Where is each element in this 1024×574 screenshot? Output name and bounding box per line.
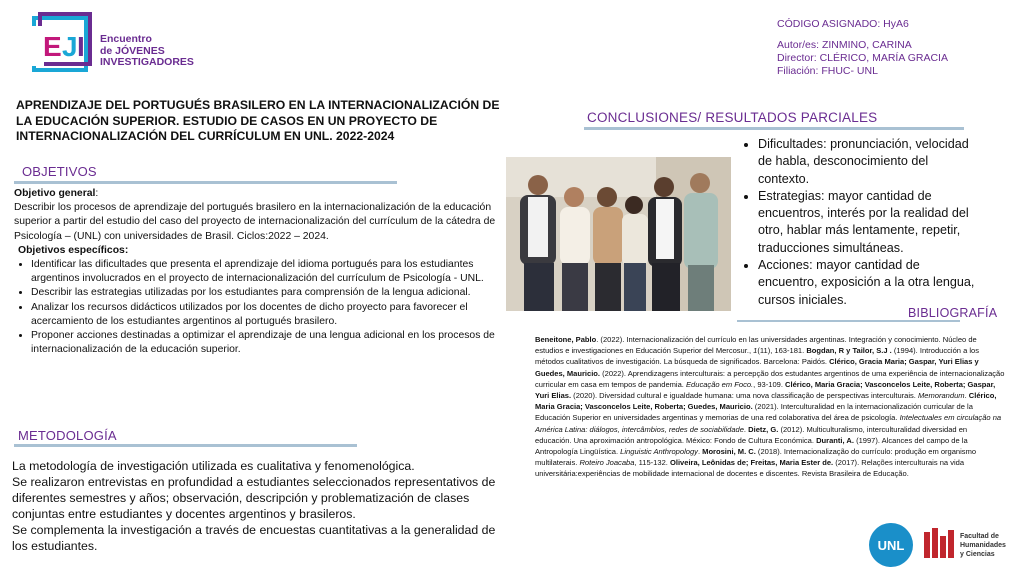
- reference: Clérico, Gracia Maria; Gaspar, Yuri Elias y Guedes, Mauricio. (2022). Aprendizagens interculturais: a percepção dos estudantes argentinos de uma experiência de internacionalização curricular em casa em tempos de pandemia. Educação em Foco., 93-109.: [535, 357, 1005, 389]
- objetivo-general-label: Objetivo general: [14, 188, 96, 199]
- objetivos-heading: OBJETIVOS: [22, 164, 97, 179]
- list-item: • Analizar los recursos didácticos utilizados por los docentes de dicho proyecto para favorecer el acercamiento de los estudiantes argentinos al portugués brasilero.: [31, 301, 500, 329]
- bibliografia-section: [535, 334, 1005, 480]
- svg-text:I: I: [77, 31, 85, 62]
- objetivos-especificos-label: Objetivos específicos:: [18, 244, 129, 256]
- list-item: • Acciones: mayor cantidad de encuentro, exposición a la otra lengua, cursos iniciales.: [758, 257, 975, 309]
- reference: Dietz, G. (2012). Multiculturalismo, interculturalidad diversidad en educación. Una aproximación antropológica. México: Fondo de Cultura Económica.: [535, 424, 968, 445]
- metodologia-paragraph: Se realizaron entrevistas en profundidad a estudiantes seleccionados representativos de diferentes semestres y años; observación, descripción y problematización de clases conjuntas entre estudiantes y docentes argentinos y brasileros.: [12, 475, 496, 521]
- svg-text:y Ciencias: y Ciencias: [960, 551, 995, 558]
- reference: Bogdan, R y Tailor, S.J . (1994). Introducción a los métodos cualitativos de investigación. La búsqueda de significados. Barcelona: Paidós.: [535, 346, 980, 367]
- objetivo-general: [14, 187, 500, 201]
- reference: Oliveira, Leônidas de; Freitas, Maria Ester de. (2017). Relações interculturais na vida universitária:experiências de mobilidade internacional de docentes e discentes. Revista Brasileira de Educação.: [535, 458, 965, 479]
- codigo-asignado: CÓDIGO ASIGNADO: HyA6: [777, 18, 909, 30]
- reference: Clérico, Maria Gracia; Vasconcelos Leite, Roberta; Gaspar, Yuri Elias. (2020). Diversidad cultural e igualdade humana: uma nova classificação de perspectivas interculturais. Memorandum.: [535, 379, 996, 401]
- metodologia-paragraph: La metodología de investigación utilizada es cualitativa y fenomenológica.: [12, 459, 415, 473]
- poster-meta: [777, 18, 948, 78]
- group-photo: [506, 157, 731, 311]
- list-item: • Identificar las dificultades que presenta el aprendizaje del idioma portugués para los estudiantes argentinos involucrados en el proyecto de internacionalización del currículum de Psicología - UNL.: [31, 258, 500, 286]
- metodologia-paragraph: Se complementa la investigación a través de encuestas cuantitativas a la generalidad de los estudiantes.: [12, 523, 496, 553]
- objetivos-especificos-list: [14, 258, 500, 357]
- logo-line-2: de JÓVENES: [100, 44, 165, 57]
- unl-logo: [868, 522, 914, 568]
- filiacion: Filiación: FHUC- UNL: [777, 65, 878, 77]
- fhuc-logo-icon: [922, 526, 1014, 562]
- svg-text:E: E: [43, 31, 62, 62]
- autor: Autor/es: ZINMINO, CARINA: [777, 39, 912, 51]
- list-item: • Estrategias: mayor cantidad de encuentros, interés por la realidad del otro, hablar más lentamente, repetir, traducciones simultáneas.: [758, 188, 975, 257]
- logo-wordmark: [100, 34, 194, 69]
- metodologia-divider: [14, 444, 357, 447]
- logo-line-3: INVESTIGADORES: [100, 56, 194, 68]
- objetivo-general-text: Describir los procesos de aprendizaje del portugués brasilero en la internacionalización de la educación superior a partir del estudio del caso del proyecto de internacionalización del currículum de la cátedra de Psicología – (UNL) con universidades de Brasil. Ciclos:2022 – 2024.: [14, 202, 496, 242]
- reference: Morosini, M. C. (2018). Internacionalização do currículo: produção em organismo multilaterais. Roteiro Joacaba, 115-132.: [535, 447, 977, 468]
- group-photo-image: [506, 157, 731, 311]
- list-item: • Dificultades: pronunciación, velocidad de habla, desconocimiento del contexto.: [758, 136, 975, 188]
- logo-line-1: Encuentro: [100, 33, 152, 45]
- bibliografia-heading: BIBLIOGRAFÍA: [908, 306, 998, 320]
- director: Director: CLÉRICO, MARÍA GRACIA: [777, 52, 948, 64]
- conclusiones-bottom-divider: [737, 320, 960, 322]
- svg-text:UNL: UNL: [877, 538, 905, 553]
- objetivo-general-colon: :: [95, 188, 99, 199]
- list-item: • Describir las estrategias utilizadas por los estudiantes para comprensión de la lengua adicional.: [31, 286, 500, 300]
- conclusiones-divider: [584, 127, 964, 130]
- reference: Beneitone, Pablo. (2022). Internacionalización del currículo en las universidades argentinas. Integración y conocimiento. Núcleo de estudios e investigaciones en Educación Superior del Mercosur., 1(11), 163-181.: [535, 335, 977, 356]
- unl-logo-icon: [868, 522, 914, 568]
- list-item: • Proponer acciones destinadas a optimizar el aprendizaje de una lengua adicional en los procesos de internacionalización de la educación superior.: [31, 329, 500, 357]
- metodologia-section: [12, 458, 512, 554]
- conclusiones-heading: CONCLUSIONES/ RESULTADOS PARCIALES: [587, 110, 878, 125]
- svg-text:J: J: [62, 31, 78, 62]
- objetivos-section: [14, 187, 500, 357]
- reference: Clérico, Maria Gracia; Vasconcelos Leite, Roberta; Guedes, Mauricio. (2021). Interculturalidad en la internacionalización curricular de la Educación Superior en universidades argentinas y memorias de una red colaborativa del área de psicología. Intelectuales em circulação na América Latina: diálogos, intercâmbios, redes de sociabilidade.: [535, 391, 1002, 434]
- poster-title: APRENDIZAJE DEL PORTUGUÉS BRASILERO EN LA INTERNACIONALIZACIÓN DE LA EDUCACIÓN SUPERIOR. ESTUDIO DE CASOS EN UN PROYECTO DE INTERNACIONALIZACIÓN DEL CURRÍCULUM EN UNL. 2022-2024: [16, 98, 500, 143]
- fhuc-logo: [922, 526, 1014, 562]
- svg-text:Humanidades: Humanidades: [960, 542, 1006, 549]
- reference: Duranti, A. (1997). Alcances del campo de la Antropología Lingüística. Linguistic Anthropology.: [535, 435, 968, 457]
- conclusiones-section: [740, 136, 975, 309]
- objetivos-divider: [14, 181, 397, 184]
- conclusiones-list: [740, 136, 975, 309]
- eji-logo-mark-icon: [30, 12, 94, 76]
- eji-logo: [30, 12, 200, 78]
- metodologia-heading: METODOLOGÍA: [18, 428, 117, 443]
- svg-text:Facultad de: Facultad de: [960, 533, 999, 540]
